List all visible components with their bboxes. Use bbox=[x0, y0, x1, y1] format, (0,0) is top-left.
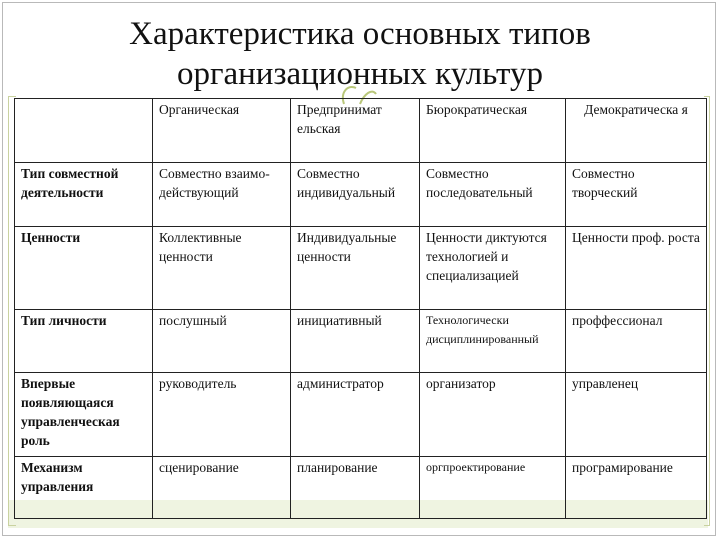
table-cell: Ценности проф. роста bbox=[566, 227, 707, 310]
header-organic: Органическая bbox=[153, 99, 291, 163]
header-bureaucratic: Бюрократическая bbox=[420, 99, 566, 163]
row-label: Впервые появляющаяся управленческая роль bbox=[15, 373, 153, 457]
table-header-row bbox=[15, 99, 707, 163]
table-cell: управленец bbox=[566, 373, 707, 457]
table-cell: Совместно последовательный bbox=[420, 163, 566, 227]
table-row bbox=[15, 457, 707, 519]
table-cell: Совместно индивидуальный bbox=[291, 163, 420, 227]
table-cell: послушный bbox=[153, 310, 291, 373]
row-label: Тип совместной деятельности bbox=[15, 163, 153, 227]
header-democratic: Демократическа я bbox=[566, 99, 707, 163]
row-label: Механизм управления bbox=[15, 457, 153, 519]
header-cell-empty bbox=[15, 99, 153, 163]
table-row bbox=[15, 373, 707, 457]
header-entrepreneurial: Предпринимат ельская bbox=[291, 99, 420, 163]
table-cell: инициативный bbox=[291, 310, 420, 373]
table-cell: Коллективные ценности bbox=[153, 227, 291, 310]
row-label: Тип личности bbox=[15, 310, 153, 373]
table-cell: сценирование bbox=[153, 457, 291, 519]
table-row bbox=[15, 163, 707, 227]
table-cell: програмирование bbox=[566, 457, 707, 519]
table-cell: оргпроектирование bbox=[420, 457, 566, 519]
table-cell: руководитель bbox=[153, 373, 291, 457]
table-cell: Индивидуальные ценности bbox=[291, 227, 420, 310]
table-cell: Технологически дисциплинированный bbox=[420, 310, 566, 373]
table-row bbox=[15, 227, 707, 310]
table-cell: Ценности диктуются технологией и специализацией bbox=[420, 227, 566, 310]
title-line-2: организационных культур bbox=[176, 56, 544, 92]
table-cell: планирование bbox=[291, 457, 420, 519]
row-label: Ценности bbox=[15, 227, 153, 310]
table-row bbox=[15, 310, 707, 373]
table-cell: администратор bbox=[291, 373, 420, 457]
table-cell: Совместно взаимо-действующий bbox=[153, 163, 291, 227]
table-cell: Совместно творческий bbox=[566, 163, 707, 227]
table-cell: организатор bbox=[420, 373, 566, 457]
table-cell: проффессионал bbox=[566, 310, 707, 373]
culture-types-table bbox=[14, 98, 707, 519]
title-line-1: Характеристика основных типов bbox=[129, 16, 591, 52]
